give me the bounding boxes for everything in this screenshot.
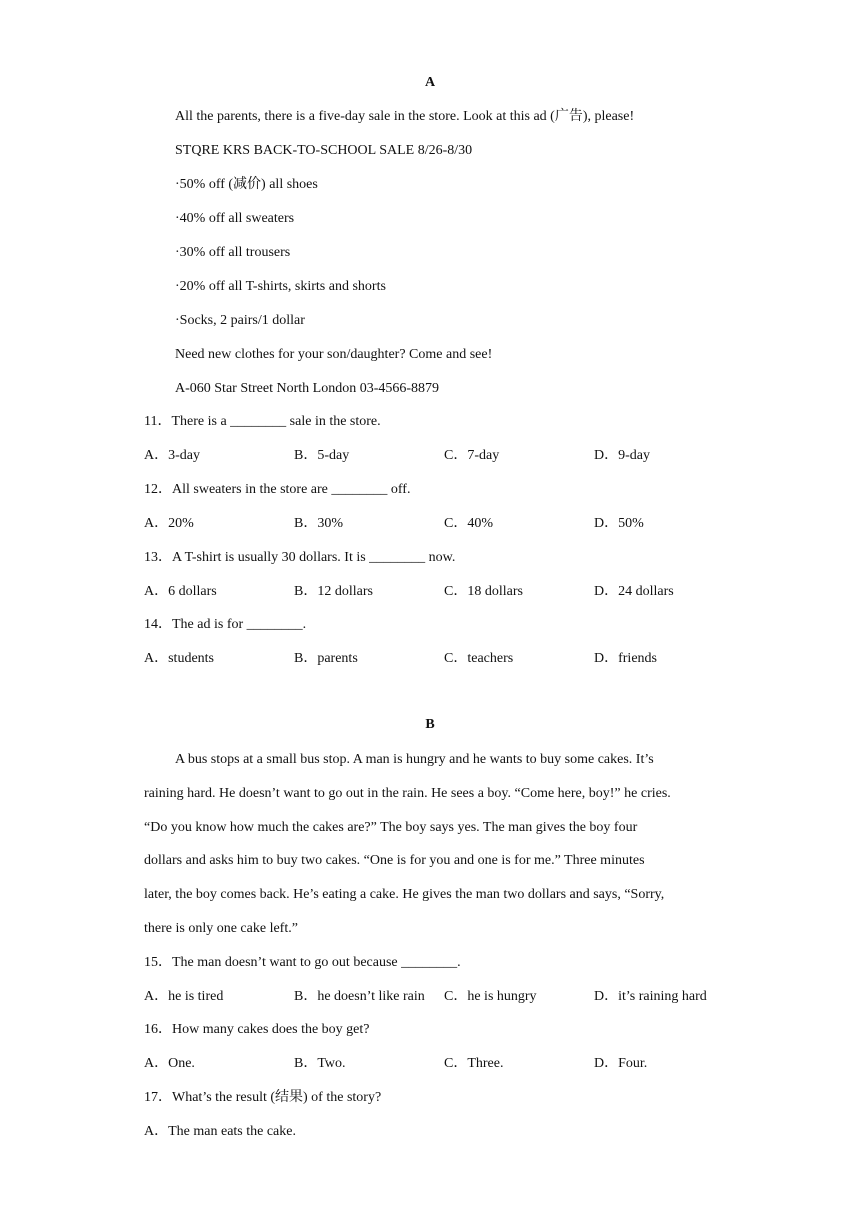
- ad-item-socks: ·Socks, 2 pairs/1 dollar: [175, 313, 305, 328]
- option-a: A．6 dollars: [144, 584, 217, 599]
- question-17-option-a: A．The man eats the cake.: [144, 1124, 296, 1139]
- question-15-stem: 15．The man doesn’t want to go out because ________.: [144, 955, 461, 970]
- passage-line-6: there is only one cake left.”: [144, 921, 298, 936]
- option-c: C．7-day: [444, 448, 500, 463]
- option-b: B．he doesn’t like rain: [294, 989, 425, 1004]
- option-b: B．12 dollars: [294, 584, 373, 599]
- ad-title-line: STQRE KRS BACK-TO-SCHOOL SALE 8/26-8/30: [175, 143, 473, 158]
- option-a: A．3-day: [144, 448, 200, 463]
- ad-item-tshirts: ·20% off all T-shirts, skirts and shorts: [175, 279, 386, 294]
- question-15-options: [144, 988, 744, 1006]
- ad-item-trousers: ·30% off all trousers: [175, 245, 291, 260]
- option-d: D．it’s raining hard: [594, 989, 707, 1004]
- section-a-heading: A: [424, 75, 436, 90]
- passage-line-5: later, the boy comes back. He’s eating a cake. He gives the man two dollars and says, “Sorry,: [144, 887, 665, 902]
- option-b: B．parents: [294, 651, 358, 666]
- option-d: D．24 dollars: [594, 584, 674, 599]
- question-14-stem: 14．The ad is for ________.: [144, 617, 307, 632]
- option-b: B．Two.: [294, 1056, 346, 1071]
- question-12-stem: 12．All sweaters in the store are ________ off.: [144, 482, 411, 497]
- ad-call-to-action: Need new clothes for your son/daughter? Come and see!: [175, 347, 493, 362]
- passage-line-1: A bus stops at a small bus stop. A man is hungry and he wants to buy some cakes. It’s: [175, 752, 654, 767]
- passage-line-4: dollars and asks him to buy two cakes. “One is for you and one is for me.” Three minutes: [144, 853, 645, 868]
- option-a: A．he is tired: [144, 989, 224, 1004]
- section-b-heading: B: [425, 717, 435, 732]
- option-d: D．Four.: [594, 1056, 648, 1071]
- question-13-options: [144, 583, 744, 601]
- option-a: A．One.: [144, 1056, 195, 1071]
- ad-item-sweaters: ·40% off all sweaters: [175, 211, 295, 226]
- ad-address: A-060 Star Street North London 03-4566-8879: [175, 381, 440, 396]
- question-13-stem: 13．A T-shirt is usually 30 dollars. It is ________ now.: [144, 550, 456, 565]
- question-16-stem: 16．How many cakes does the boy get?: [144, 1022, 370, 1037]
- option-c: C．40%: [444, 516, 493, 531]
- question-16-options: [144, 1055, 744, 1073]
- option-c: C．Three.: [444, 1056, 504, 1071]
- ad-item-shoes: ·50% off (减价) all shoes: [175, 177, 318, 192]
- option-d: D．friends: [594, 651, 657, 666]
- option-c: C．teachers: [444, 651, 514, 666]
- option-d: D．50%: [594, 516, 644, 531]
- passage-line-2: raining hard. He doesn’t want to go out in the rain. He sees a boy. “Come here, boy!” he cries.: [144, 786, 671, 801]
- option-c: C．he is hungry: [444, 989, 537, 1004]
- question-17-stem: 17．What’s the result (结果) of the story?: [144, 1090, 382, 1105]
- option-a: A．students: [144, 651, 214, 666]
- option-a: A．20%: [144, 516, 194, 531]
- question-14-options: [144, 650, 744, 668]
- option-b: B．30%: [294, 516, 343, 531]
- question-12-options: [144, 515, 744, 533]
- passage-line-3: “Do you know how much the cakes are?” The boy says yes. The man gives the boy four: [144, 820, 638, 835]
- question-11-options: [144, 447, 744, 465]
- ad-intro-line: All the parents, there is a five-day sale in the store. Look at this ad (广告), please!: [175, 109, 635, 124]
- option-c: C．18 dollars: [444, 584, 523, 599]
- question-11-stem: 11．There is a ________ sale in the store.: [144, 414, 381, 429]
- option-b: B．5-day: [294, 448, 350, 463]
- option-d: D．9-day: [594, 448, 650, 463]
